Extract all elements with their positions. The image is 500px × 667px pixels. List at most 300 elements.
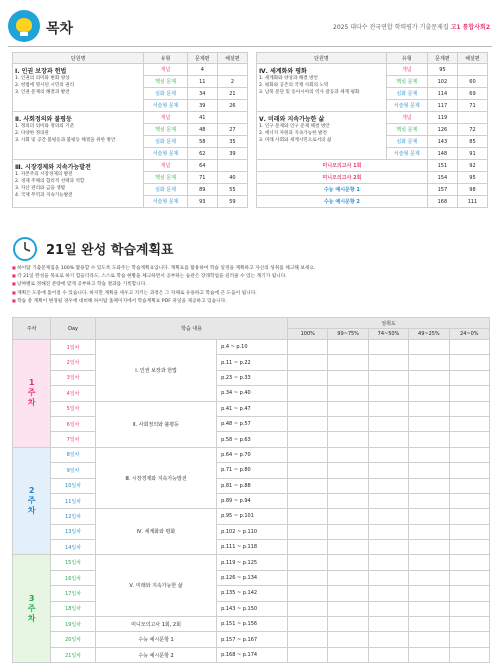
level-header: 99~75% — [328, 329, 368, 340]
achievement-check[interactable] — [449, 493, 489, 508]
achievement-check[interactable] — [368, 570, 408, 585]
day-cell: 17일차 — [51, 586, 96, 601]
achievement-check[interactable] — [409, 524, 449, 539]
answer-page: 91 — [457, 148, 487, 160]
achievement-check[interactable] — [288, 632, 328, 647]
col-content: 학습 내용 — [95, 318, 287, 340]
achievement-check[interactable] — [288, 478, 328, 493]
item-type: 심화 문제 — [144, 88, 187, 100]
item-type: 심화 문제 — [144, 184, 187, 196]
toc-right-table — [256, 52, 488, 208]
answer-page: 72 — [457, 124, 487, 136]
achievement-check[interactable] — [409, 601, 449, 616]
achievement-check[interactable] — [288, 617, 328, 632]
achievement-check[interactable] — [288, 586, 328, 601]
col-week: 주차 — [13, 318, 51, 340]
achievement-check[interactable] — [449, 570, 489, 585]
achievement-check[interactable] — [409, 509, 449, 524]
toc-section — [257, 112, 387, 160]
lightbulb-icon — [8, 10, 40, 42]
lesson-title: 3. 인권 문제의 해결과 발전 — [15, 90, 70, 95]
note-item: ■ 날짜별로 정해진 분량에 맞게 공부하고 학습 결과를 기록합니다. — [12, 280, 488, 288]
achievement-check[interactable] — [288, 509, 328, 524]
item-type: 서술형 문제 — [144, 100, 187, 112]
day-cell: 14일차 — [51, 540, 96, 555]
unit-cell: Ⅳ. 세계화와 평화 — [95, 509, 216, 555]
item-type: 개념 — [144, 160, 187, 172]
achievement-check[interactable] — [409, 370, 449, 385]
achievement-check[interactable] — [328, 340, 368, 355]
col-header: 해설편 — [457, 53, 487, 64]
achievement-check[interactable] — [449, 632, 489, 647]
problem-page: 62 — [187, 148, 217, 160]
achievement-check[interactable] — [288, 447, 328, 462]
achievement-check[interactable] — [328, 555, 368, 570]
col-header: 유형 — [144, 53, 187, 64]
achievement-check[interactable] — [328, 647, 368, 662]
col-header: 단원명 — [257, 53, 387, 64]
plan-row — [13, 386, 490, 401]
achievement-check[interactable] — [368, 555, 408, 570]
plan-row — [13, 570, 490, 585]
plan-row — [13, 478, 490, 493]
pages-cell: p.4 ~ p.10 — [217, 340, 288, 355]
study-plan-table — [12, 317, 490, 663]
day-cell: 9일차 — [51, 463, 96, 478]
achievement-check[interactable] — [409, 493, 449, 508]
achievement-check[interactable] — [368, 401, 408, 416]
unit-cell: Ⅲ. 시장경제와 지속가능발전 — [95, 447, 216, 509]
problem-page: 48 — [187, 124, 217, 136]
item-type: 심화 문제 — [386, 88, 427, 100]
answer-page: 21 — [217, 88, 247, 100]
achievement-check[interactable] — [449, 386, 489, 401]
achievement-check[interactable] — [368, 617, 408, 632]
toc-row — [257, 64, 488, 76]
achievement-check[interactable] — [449, 416, 489, 431]
day-cell: 7일차 — [51, 432, 96, 447]
week-char: 차 — [27, 506, 36, 516]
problem-page: 95 — [427, 64, 457, 76]
achievement-check[interactable] — [409, 416, 449, 431]
level-header: 74~50% — [368, 329, 408, 340]
toc-row — [13, 112, 248, 124]
achievement-check[interactable] — [368, 447, 408, 462]
achievement-check[interactable] — [368, 632, 408, 647]
achievement-check[interactable] — [449, 524, 489, 539]
answer-page: 71 — [457, 100, 487, 112]
achievement-check[interactable] — [409, 555, 449, 570]
toc-section — [13, 160, 144, 208]
answer-page: 69 — [457, 88, 487, 100]
week-char: 차 — [27, 613, 36, 623]
plan-row — [13, 370, 490, 385]
item-type: 핵심 문제 — [144, 76, 187, 88]
achievement-check[interactable] — [449, 463, 489, 478]
achievement-check[interactable] — [409, 386, 449, 401]
achievement-check[interactable] — [409, 540, 449, 555]
plan-row — [13, 463, 490, 478]
achievement-check[interactable] — [449, 586, 489, 601]
item-type: 핵심 문제 — [386, 76, 427, 88]
achievement-check[interactable] — [328, 370, 368, 385]
day-cell: 4일차 — [51, 386, 96, 401]
problem-page: 93 — [187, 196, 217, 208]
item-type: 핵심 문제 — [144, 172, 187, 184]
pages-cell: p.135 ~ p.142 — [217, 586, 288, 601]
pages-cell: p.23 ~ p.33 — [217, 370, 288, 385]
achievement-check[interactable] — [328, 509, 368, 524]
achievement-check[interactable] — [288, 555, 328, 570]
unit-cell: Ⅱ. 사회정의와 불평등 — [95, 401, 216, 447]
achievement-check[interactable] — [409, 355, 449, 370]
answer-page — [217, 112, 247, 124]
achievement-check[interactable] — [328, 478, 368, 493]
pages-cell: p.81 ~ p.88 — [217, 478, 288, 493]
answer-page: 95 — [457, 172, 487, 184]
plan-row — [13, 555, 490, 570]
pages-cell: p.34 ~ p.40 — [217, 386, 288, 401]
lesson-title: 1. 자본주의 시장경제의 발전 — [15, 172, 73, 177]
problem-page: 58 — [187, 136, 217, 148]
achievement-check[interactable] — [409, 401, 449, 416]
achievement-check[interactable] — [368, 540, 408, 555]
item-type: 서술형 문제 — [144, 196, 187, 208]
plan-title: 21일 완성 학습계획표 — [46, 243, 174, 258]
achievement-check[interactable] — [288, 570, 328, 585]
day-cell: 15일차 — [51, 555, 96, 570]
problem-page: 64 — [187, 160, 217, 172]
achievement-check[interactable] — [328, 524, 368, 539]
answer-page — [217, 160, 247, 172]
lesson-title: 3. 미래 사회와 세계시민으로서의 삶 — [259, 138, 332, 143]
col-achievement: 성취도 — [288, 318, 490, 329]
day-cell: 5일차 — [51, 401, 96, 416]
col-day: Day — [51, 318, 96, 340]
achievement-check[interactable] — [368, 386, 408, 401]
col-header: 단원명 — [13, 53, 144, 64]
lesson-title: 1. 인권의 의미와 변화 양상 — [15, 76, 70, 81]
answer-page: 2 — [217, 76, 247, 88]
pages-cell: p.11 ~ p.22 — [217, 355, 288, 370]
achievement-check[interactable] — [288, 524, 328, 539]
problem-page: 41 — [187, 112, 217, 124]
section-title: Ⅱ. 사회정의와 불평등 — [15, 116, 72, 123]
plan-row — [13, 632, 490, 647]
achievement-check[interactable] — [409, 647, 449, 662]
pages-cell: p.111 ~ p.118 — [217, 540, 288, 555]
col-header: 해설편 — [217, 53, 247, 64]
col-header: 문제편 — [187, 53, 217, 64]
toc-extra-row — [257, 196, 488, 208]
week-char: 차 — [27, 398, 36, 408]
achievement-check[interactable] — [328, 416, 368, 431]
day-cell: 19일차 — [51, 617, 96, 632]
achievement-check[interactable] — [409, 586, 449, 601]
achievement-check[interactable] — [288, 432, 328, 447]
extra-label: 수능 예시문항 2 — [257, 196, 428, 208]
lesson-title: 3. 자산 관리와 금융 생활 — [15, 186, 66, 191]
pages-cell: p.48 ~ p.57 — [217, 416, 288, 431]
item-type: 개념 — [144, 112, 187, 124]
problem-page: 114 — [427, 88, 457, 100]
achievement-check[interactable] — [368, 478, 408, 493]
lesson-title: 1. 세계화와 양상과 해결 방안 — [259, 76, 319, 81]
day-cell: 2일차 — [51, 355, 96, 370]
item-type: 심화 문제 — [386, 136, 427, 148]
item-type: 핵심 문제 — [386, 124, 427, 136]
unit-cell: Ⅰ. 인권 보장과 헌법 — [95, 340, 216, 402]
achievement-check[interactable] — [288, 401, 328, 416]
week-char: 2 — [28, 486, 35, 496]
achievement-check[interactable] — [449, 340, 489, 355]
plan-row — [13, 647, 490, 662]
answer-page: 39 — [217, 148, 247, 160]
achievement-check[interactable] — [368, 355, 408, 370]
week-char: 주 — [27, 496, 36, 506]
lesson-title: 2. 에너지 자원과 지속가능한 발전 — [259, 131, 327, 136]
toc-row — [13, 64, 248, 76]
pages-cell: p.126 ~ p.134 — [217, 570, 288, 585]
answer-page: 27 — [217, 124, 247, 136]
achievement-check[interactable] — [328, 401, 368, 416]
achievement-check[interactable] — [449, 540, 489, 555]
achievement-check[interactable] — [368, 524, 408, 539]
achievement-check[interactable] — [328, 632, 368, 647]
achievement-check[interactable] — [449, 447, 489, 462]
toc-section — [13, 64, 144, 112]
day-cell: 20일차 — [51, 632, 96, 647]
day-cell: 10일차 — [51, 478, 96, 493]
page-title: 목차 — [46, 21, 74, 37]
problem-page: 148 — [427, 148, 457, 160]
item-type: 서술형 문제 — [144, 148, 187, 160]
achievement-check[interactable] — [368, 586, 408, 601]
toc-right-body — [257, 64, 488, 208]
achievement-check[interactable] — [449, 509, 489, 524]
unit-cell: 수능 예시문항 1 — [95, 632, 216, 647]
answer-page: 60 — [457, 76, 487, 88]
achievement-check[interactable] — [409, 463, 449, 478]
day-cell: 6일차 — [51, 416, 96, 431]
problem-page: 143 — [427, 136, 457, 148]
section-title: Ⅳ. 세계화와 평화 — [259, 68, 307, 75]
achievement-check[interactable] — [328, 493, 368, 508]
achievement-check[interactable] — [328, 355, 368, 370]
achievement-check[interactable] — [449, 355, 489, 370]
toc-left-body — [13, 64, 248, 208]
achievement-check[interactable] — [288, 370, 328, 385]
answer-page: 26 — [217, 100, 247, 112]
unit-cell: 미니모의고사 1회, 2회 — [95, 617, 216, 632]
achievement-check[interactable] — [328, 570, 368, 585]
lesson-title: 2. 다양한 정의관 — [15, 131, 49, 136]
achievement-check[interactable] — [409, 632, 449, 647]
problem-page: 39 — [187, 100, 217, 112]
section-title: Ⅰ. 인권 보장과 헌법 — [15, 68, 67, 75]
day-cell: 1일차 — [51, 340, 96, 355]
achievement-check[interactable] — [409, 617, 449, 632]
plan-row — [13, 586, 490, 601]
plan-row — [13, 617, 490, 632]
toc-section — [13, 112, 144, 160]
achievement-check[interactable] — [328, 463, 368, 478]
note-item: ■ 하이탑 기출문제집을 100% 활용할 수 있도록 도와주는 학습계획표입니다. 계획표를 활용하여 학습 일정을 계획하고 자신의 성취를 체크해 보세요. — [12, 264, 488, 272]
achievement-check[interactable] — [368, 601, 408, 616]
series-label: 2025 대다수 전국연합 학력평가 기출문제집 — [333, 24, 449, 31]
plan-row — [13, 601, 490, 616]
achievement-check[interactable] — [409, 340, 449, 355]
week-char: 주 — [27, 388, 36, 398]
toc-row — [13, 160, 248, 172]
problem-page: 151 — [427, 160, 457, 172]
problem-page: 157 — [427, 184, 457, 196]
book-name: 고1 통합사회2 — [450, 24, 490, 31]
section-title: Ⅴ. 미래와 지속가능한 삶 — [259, 116, 325, 123]
achievement-check[interactable] — [288, 493, 328, 508]
achievement-check[interactable] — [449, 647, 489, 662]
level-header: 100% — [288, 329, 328, 340]
answer-page — [457, 64, 487, 76]
achievement-check[interactable] — [328, 617, 368, 632]
plan-row — [13, 355, 490, 370]
item-type: 개념 — [386, 112, 427, 124]
achievement-check[interactable] — [409, 432, 449, 447]
level-header: 49~25% — [409, 329, 449, 340]
answer-page — [217, 64, 247, 76]
day-cell: 3일차 — [51, 370, 96, 385]
problem-page: 154 — [427, 172, 457, 184]
note-item: ■ 계획은 도중에 틀어질 수 있습니다. 하지만 계획을 세우고 지키는 과정은 그 자체로 유용하고 학습에 큰 도움이 됩니다. — [12, 289, 488, 297]
col-header: 문제편 — [427, 53, 457, 64]
achievement-check[interactable] — [449, 601, 489, 616]
pages-cell: p.64 ~ p.70 — [217, 447, 288, 462]
pages-cell: p.95 ~ p.101 — [217, 509, 288, 524]
problem-page: 71 — [187, 172, 217, 184]
item-type: 심화 문제 — [144, 136, 187, 148]
achievement-check[interactable] — [449, 401, 489, 416]
toc-row — [257, 112, 488, 124]
plan-row — [13, 447, 490, 462]
section-title: Ⅲ. 시장경제와 지속가능발전 — [15, 164, 91, 171]
lesson-title: 2. 평화와 공존의 국제 사회의 노력 — [259, 83, 329, 88]
plan-row — [13, 524, 490, 539]
plan-row — [13, 416, 490, 431]
achievement-check[interactable] — [449, 555, 489, 570]
day-cell: 12일차 — [51, 509, 96, 524]
problem-page: 119 — [427, 112, 457, 124]
achievement-check[interactable] — [409, 570, 449, 585]
achievement-check[interactable] — [449, 432, 489, 447]
unit-cell: Ⅴ. 미래와 지속가능한 삶 — [95, 555, 216, 617]
answer-page: 55 — [217, 184, 247, 196]
problem-page: 168 — [427, 196, 457, 208]
item-type: 개념 — [386, 64, 427, 76]
pages-cell: p.71 ~ p.80 — [217, 463, 288, 478]
achievement-check[interactable] — [328, 540, 368, 555]
note-item: ■ 학습 총 계획이 변경될 경우에 대비해 하이탑 홈페이지에서 학습계획표 PDF 파일을 제공하고 있습니다. — [12, 297, 488, 305]
achievement-check[interactable] — [288, 386, 328, 401]
problem-page: 4 — [187, 64, 217, 76]
achievement-check[interactable] — [368, 432, 408, 447]
plan-row — [13, 432, 490, 447]
pages-cell: p.89 ~ p.94 — [217, 493, 288, 508]
plan-row — [13, 493, 490, 508]
answer-page: 111 — [457, 196, 487, 208]
plan-body — [13, 340, 490, 663]
plan-row — [13, 509, 490, 524]
pages-cell: p.143 ~ p.150 — [217, 601, 288, 616]
achievement-check[interactable] — [368, 416, 408, 431]
achievement-check[interactable] — [328, 447, 368, 462]
day-cell: 16일차 — [51, 570, 96, 585]
achievement-check[interactable] — [328, 432, 368, 447]
achievement-check[interactable] — [368, 509, 408, 524]
lesson-title: 3. 남북 분단 및 동아시아의 역사 갈등과 세계 평화 — [259, 90, 360, 95]
achievement-check[interactable] — [288, 540, 328, 555]
plan-notes — [12, 264, 488, 305]
pages-cell: p.119 ~ p.125 — [217, 555, 288, 570]
achievement-check[interactable] — [288, 463, 328, 478]
achievement-check[interactable] — [368, 340, 408, 355]
problem-page: 89 — [187, 184, 217, 196]
achievement-check[interactable] — [288, 601, 328, 616]
extra-label: 미니모의고사 1회 — [257, 160, 428, 172]
achievement-check[interactable] — [449, 617, 489, 632]
achievement-check[interactable] — [288, 340, 328, 355]
achievement-check[interactable] — [449, 478, 489, 493]
item-type: 핵심 문제 — [144, 124, 187, 136]
week-char: 1 — [28, 378, 35, 388]
achievement-check[interactable] — [328, 586, 368, 601]
week-char: 3 — [28, 593, 35, 603]
achievement-check[interactable] — [328, 601, 368, 616]
plan-row — [13, 340, 490, 355]
item-type: 서술형 문제 — [386, 100, 427, 112]
achievement-check[interactable] — [368, 493, 408, 508]
day-cell: 11일차 — [51, 493, 96, 508]
pages-cell: p.168 ~ p.174 — [217, 647, 288, 662]
lesson-title: 1. 정의의 의미와 정의의 기준 — [15, 124, 75, 129]
day-cell: 13일차 — [51, 524, 96, 539]
bulb-glass — [16, 18, 32, 32]
problem-page: 102 — [427, 76, 457, 88]
pages-cell: p.157 ~ p.167 — [217, 632, 288, 647]
answer-page: 85 — [457, 136, 487, 148]
achievement-check[interactable] — [288, 647, 328, 662]
achievement-check[interactable] — [409, 447, 449, 462]
achievement-check[interactable] — [449, 370, 489, 385]
level-header: 24~0% — [449, 329, 489, 340]
week-char: 주 — [27, 603, 36, 613]
achievement-check[interactable] — [368, 463, 408, 478]
day-cell: 8일차 — [51, 447, 96, 462]
divider — [8, 46, 492, 47]
achievement-check[interactable] — [409, 478, 449, 493]
unit-cell: 수능 예시문항 2 — [95, 647, 216, 662]
achievement-check[interactable] — [368, 370, 408, 385]
achievement-check[interactable] — [288, 355, 328, 370]
pages-cell: p.151 ~ p.156 — [217, 617, 288, 632]
pages-cell: p.41 ~ p.47 — [217, 401, 288, 416]
answer-page: 35 — [217, 136, 247, 148]
lesson-title: 1. 인구 문제와 인구 문제 해결 방안 — [259, 124, 330, 129]
lesson-title: 2. 헌법에 명시된 시민의 권리 — [15, 83, 75, 88]
achievement-check[interactable] — [328, 386, 368, 401]
achievement-check[interactable] — [288, 416, 328, 431]
clock-icon — [12, 236, 38, 262]
achievement-check[interactable] — [368, 647, 408, 662]
